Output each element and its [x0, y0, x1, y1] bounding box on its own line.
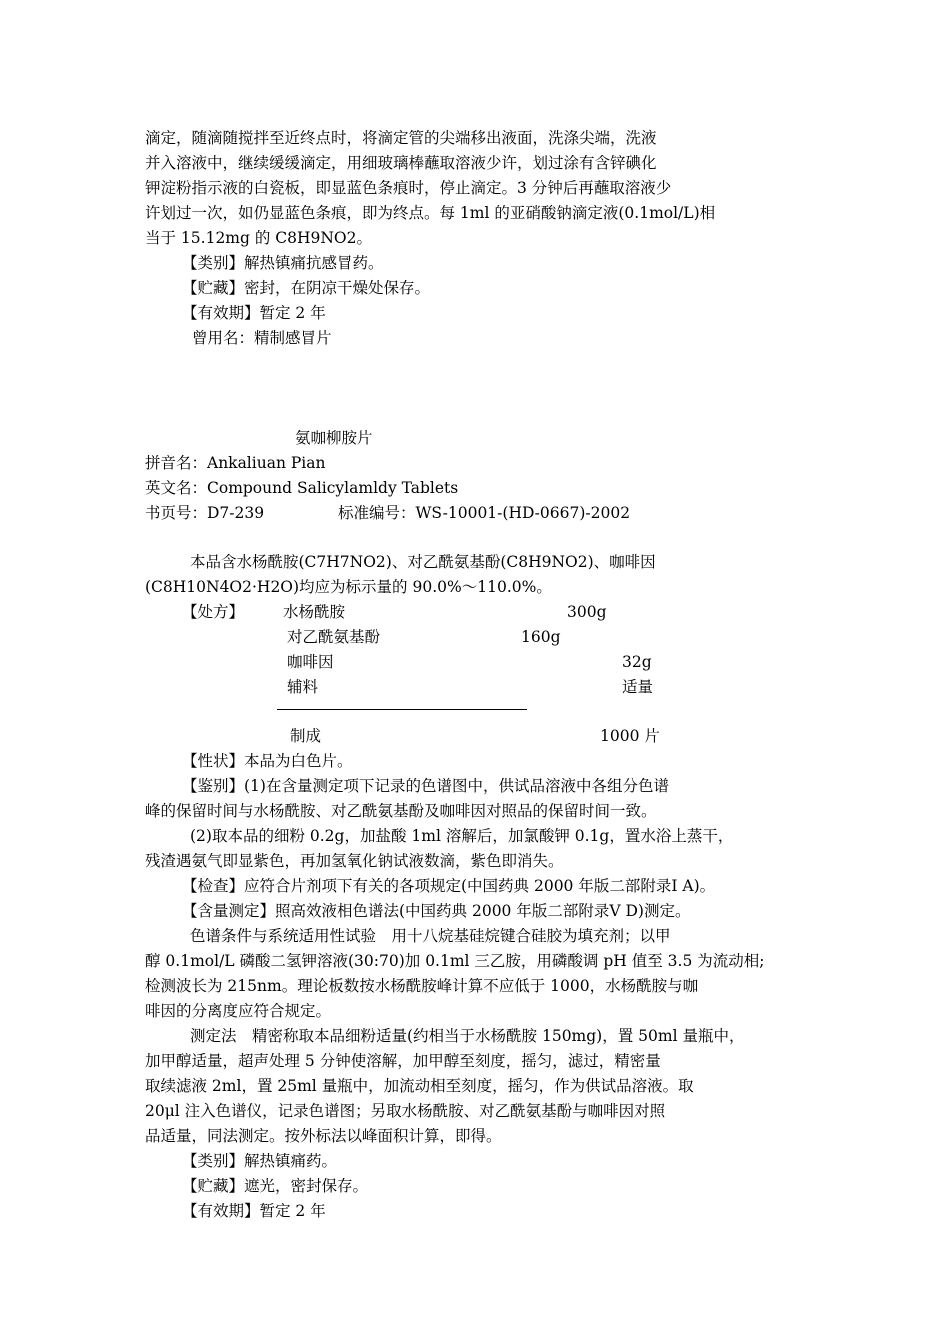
category-line: 【类别】解热镇痛药。: [182, 1152, 338, 1170]
assay-line: 品适量，同法测定。按外标法以峰面积计算，即得。: [145, 1127, 502, 1145]
paragraph-line: 滴定，随滴随搅拌至近终点时，将滴定管的尖端移出液面，洗涤尖端，洗液: [145, 129, 657, 147]
identification-line: 峰的保留时间与水杨酰胺、对乙酰氨基酚及咖啡因对照品的保留时间一致。: [145, 802, 657, 820]
paragraph-line: 并入溶液中，继续缓缓滴定，用细玻璃棒蘸取溶液少许，划过涂有含锌碘化: [145, 154, 657, 172]
validity-line: 【有效期】暂定 2 年: [182, 304, 326, 322]
formula-item-name: 咖啡因: [287, 653, 334, 671]
assay-line: 检测波长为 215nm。理论板数按水杨酰胺峰计算不应低于 1000，水杨酰胺与咖: [145, 977, 699, 995]
formula-item-amount: 300g: [567, 603, 607, 621]
storage-line: 【贮藏】密封，在阴凉干燥处保存。: [182, 279, 431, 297]
formula-total-amount: 1000 片: [600, 727, 660, 745]
description-line: 【性状】本品为白色片。: [182, 752, 353, 770]
assay-line: 加甲醇适量，超声处理 5 分钟使溶解，加甲醇至刻度，摇匀，滤过，精密量: [145, 1052, 661, 1070]
standard-number: 标准编号：WS-10001-(HD-0667)-2002: [338, 504, 631, 522]
content-line: (C8H10N4O2·H2O)均应为标示量的 90.0%～110.0%。: [145, 578, 552, 596]
assay-line: 醇 0.1mol/L 磷酸二氢钾溶液(30:70)加 0.1ml 三乙胺，用磷酸调 pH 值至 3.5 为流动相;: [145, 952, 765, 970]
formula-item-name: 对乙酰氨基酚: [287, 628, 381, 646]
identification-line: 【鉴别】(1)在含量测定项下记录的色谱图中，供试品溶液中各组分色谱: [182, 777, 669, 795]
paragraph-line: 当于 15.12mg 的 C8H9NO2。: [145, 229, 373, 247]
former-name-line: 曾用名：精制感冒片: [192, 329, 332, 347]
formula-item-amount: 32g: [622, 653, 652, 671]
assay-line: 色谱条件与系统适用性试验 用十八烷基硅烷键合硅胶为填充剂；以甲: [190, 927, 671, 945]
identification-line: 残渣遇氨气即显紫色，再加氢氧化钠试液数滴，紫色即消失。: [145, 852, 564, 870]
content-line: 本品含水杨酰胺(C7H7NO2)、对乙酰氨基酚(C8H9NO2)、咖啡因: [190, 553, 656, 571]
category-line: 【类别】解热镇痛抗感冒药。: [182, 254, 384, 272]
formula-total-name: 制成: [290, 727, 322, 745]
paragraph-line: 钾淀粉指示液的白瓷板，即显蓝色条痕时，停止滴定。3 分钟后再蘸取溶液少: [145, 179, 672, 197]
formula-item-amount: 160g: [521, 628, 561, 646]
formula-item-name: 水杨酰胺: [283, 603, 346, 621]
assay-line: 20μl 注入色谱仪，记录色谱图；另取水杨酰胺、对乙酰氨基酚与咖啡因对照: [145, 1102, 666, 1120]
assay-line: 取续滤液 2ml，置 25ml 量瓶中，加流动相至刻度，摇匀，作为供试品溶液。取: [145, 1077, 694, 1095]
assay-line: 【含量测定】照高效液相色谱法(中国药典 2000 年版二部附录Ⅴ D)测定。: [182, 902, 691, 920]
formula-item-name: 辅料: [287, 678, 319, 696]
paragraph-line: 许划过一次，如仍显蓝色条痕，即为终点。每 1ml 的亚硝酸钠滴定液(0.1mol/L)相: [145, 204, 716, 222]
monograph-title: 氨咖柳胺片: [295, 429, 373, 447]
identification-line: (2)取本品的细粉 0.2g，加盐酸 1ml 溶解后，加氯酸钾 0.1g，置水浴上蒸干，: [190, 827, 734, 845]
inspection-line: 【检查】应符合片剂项下有关的各项规定(中国药典 2000 年版二部附录Ⅰ A)。: [182, 877, 716, 895]
assay-line: 啡因的分离度应符合规定。: [145, 1002, 332, 1020]
validity-line: 【有效期】暂定 2 年: [182, 1202, 326, 1220]
formula-label: 【处方】: [182, 603, 245, 621]
assay-line: 测定法 精密称取本品细粉适量(约相当于水杨酰胺 150mg)，置 50ml 量瓶中，: [190, 1027, 745, 1045]
pinyin-name: 拼音名：Ankaliuan Pian: [145, 454, 326, 472]
page-number: 书页号：D7-239: [145, 504, 265, 522]
formula-item-amount: 适量: [622, 678, 654, 696]
english-name: 英文名：Compound Salicylamldy Tablets: [145, 479, 459, 497]
formula-divider: [277, 709, 527, 710]
storage-line: 【贮藏】遮光，密封保存。: [182, 1177, 369, 1195]
